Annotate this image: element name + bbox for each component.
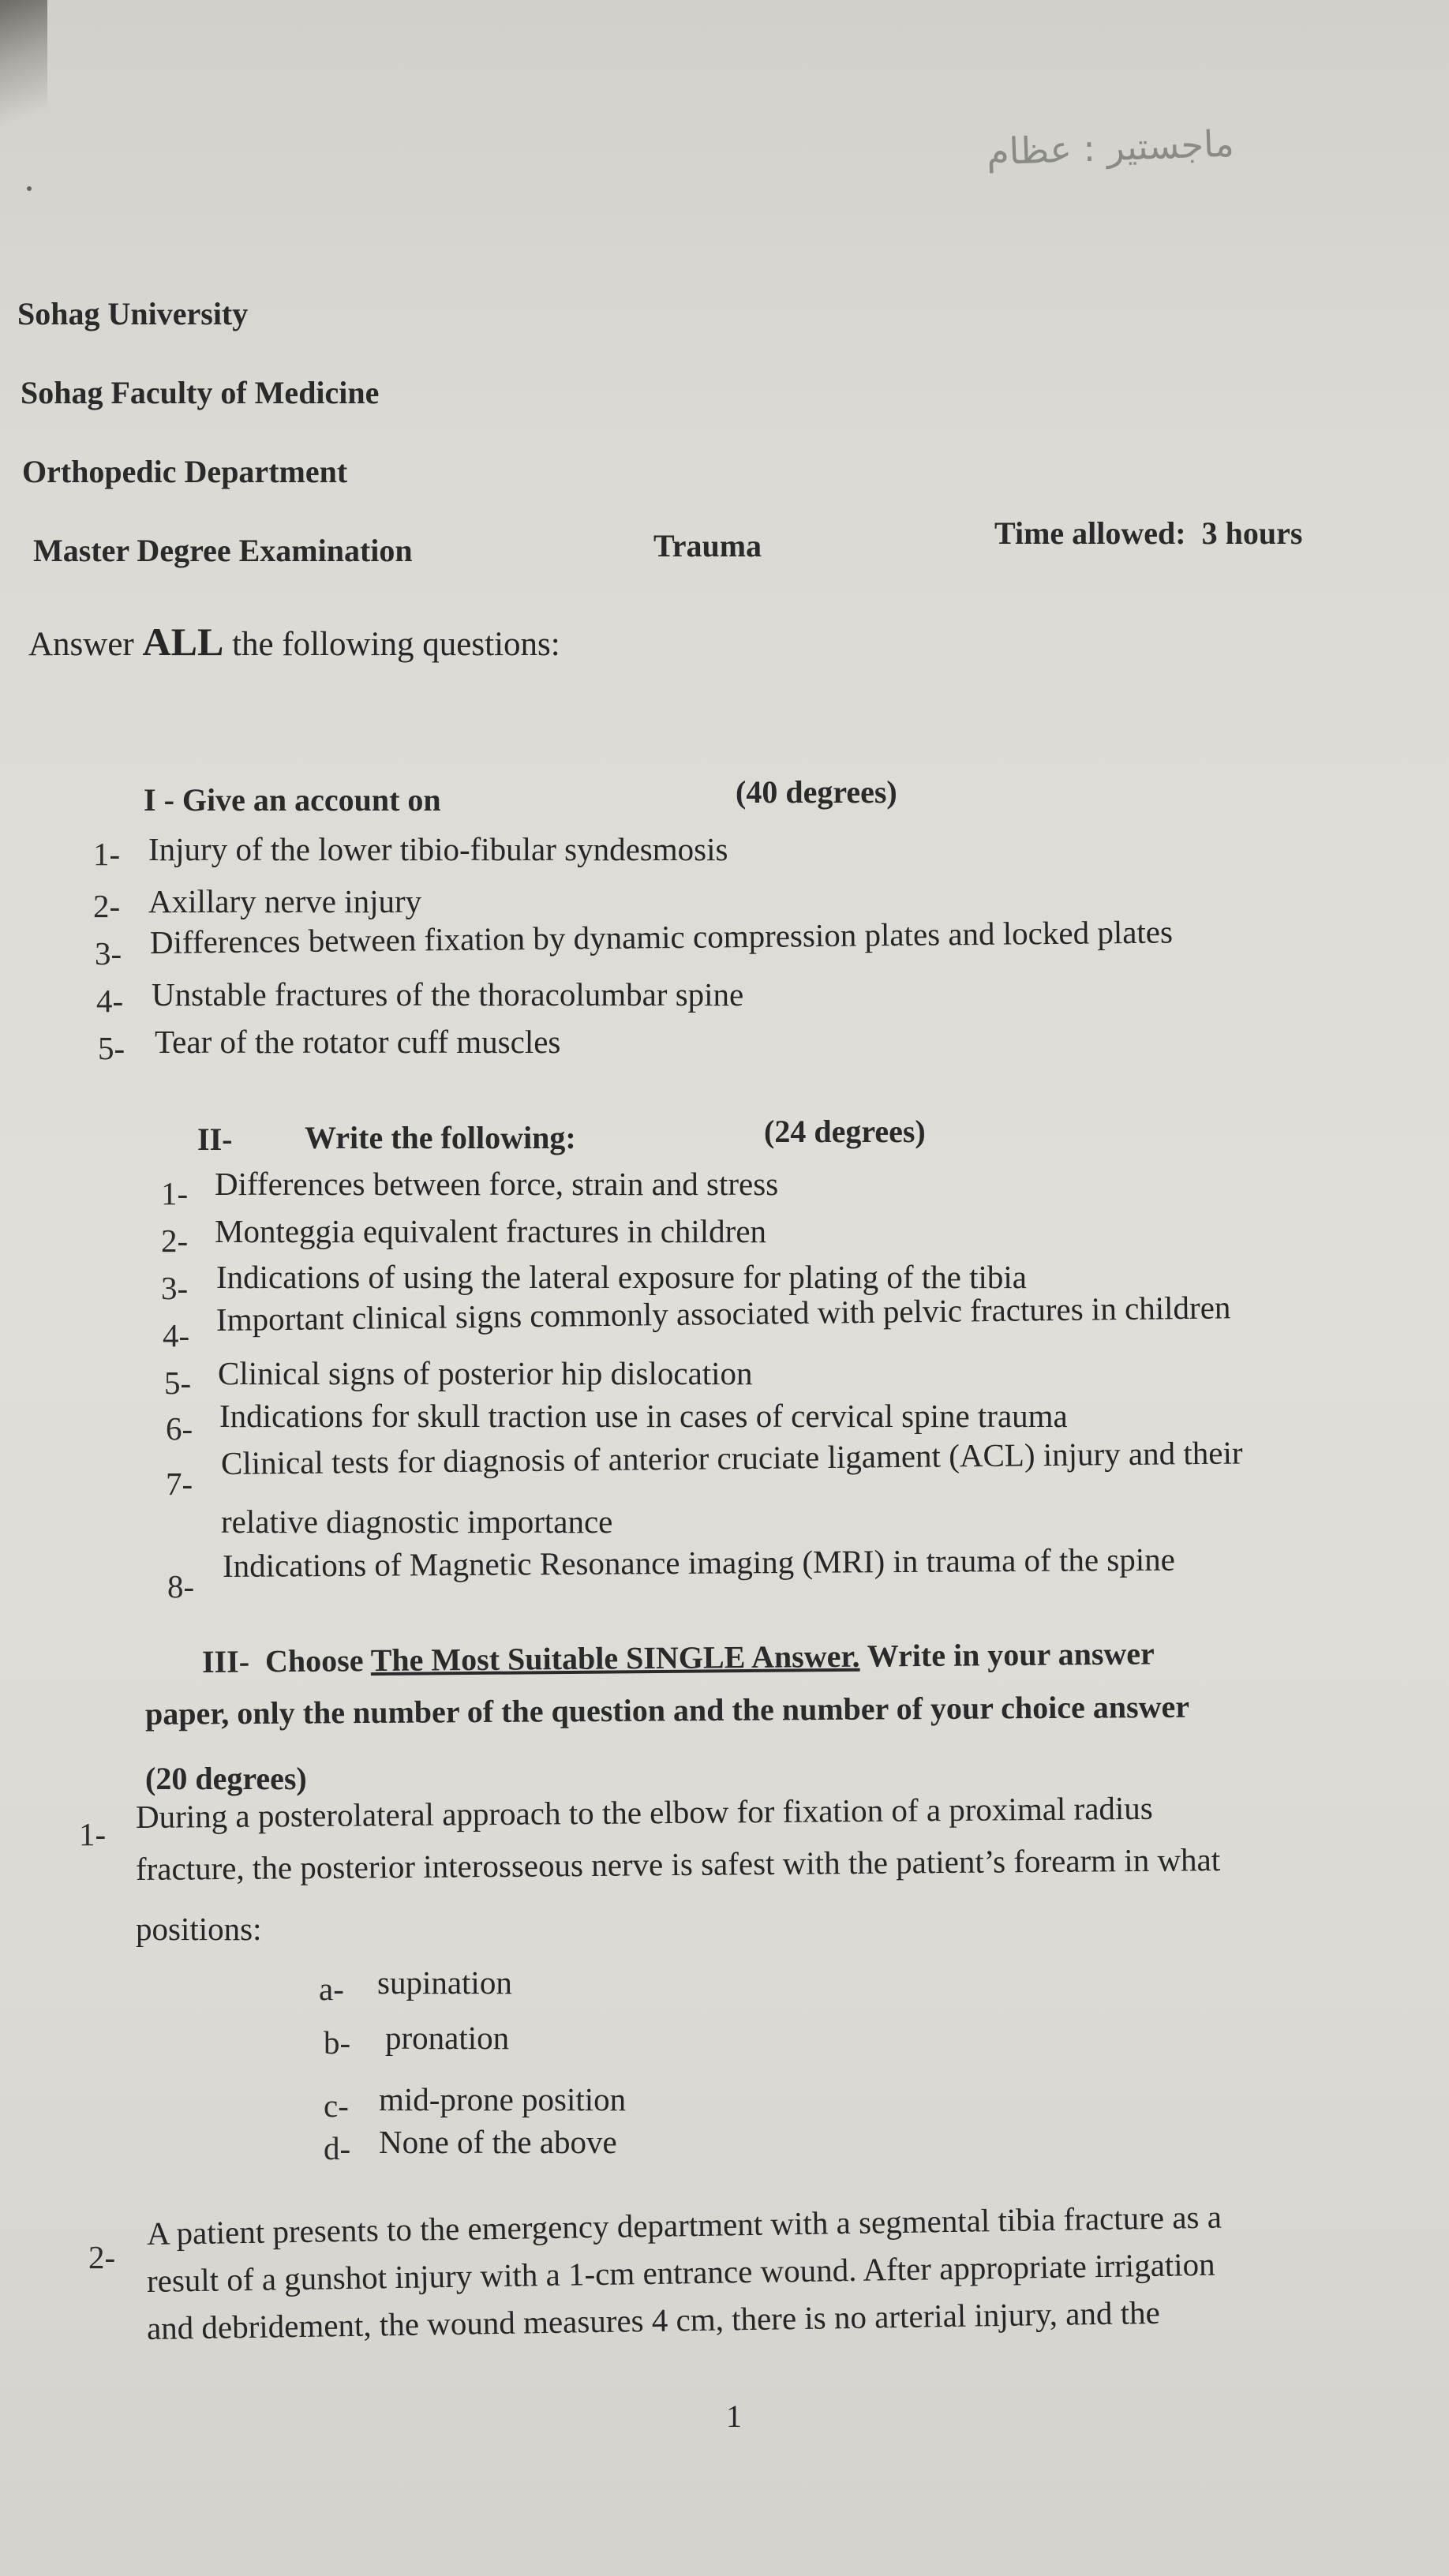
q1-option-a-number: a- [319, 1971, 344, 2007]
s2-item-7-text: Clinical tests for diagnosis of anterior cruciate ligament (ACL) injury and their [220, 1434, 1243, 1481]
page-number: 1 [726, 2398, 742, 2434]
q1-text-line-1: During a posterolateral approach to the elbow for fixation of a proximal radius [135, 1789, 1153, 1835]
instruction [28, 619, 560, 665]
s2-item-8-text: Indications of Magnetic Resonance imaging (MRI) in trauma of the spine [222, 1541, 1176, 1584]
exam-subject: Trauma [653, 528, 762, 564]
instruction-emphasis: ALL [142, 620, 224, 664]
s2-item-1-text: Differences between force, strain and stress [215, 1166, 779, 1202]
q1-text-line-3: positions: [136, 1911, 262, 1947]
section-3-marks: (20 degrees) [145, 1761, 307, 1796]
section-3-title-prefix: III- Choose [201, 1642, 371, 1679]
q1-option-b-number: b- [324, 2024, 351, 2061]
s2-item-6-number: 6- [166, 1410, 193, 1447]
q2-text-line-2: result of a gunshot injury with a 1-cm entrance wound. After appropriate irrigation [146, 2245, 1215, 2299]
time-allowed: Time allowed: 3 hours [994, 515, 1303, 551]
s2-item-2-number: 2- [161, 1222, 189, 1259]
instruction-suffix: the following questions: [223, 626, 560, 663]
exam-title: Master Degree Examination [33, 533, 413, 568]
q1-option-d-number: d- [324, 2130, 351, 2166]
s2-item-1-number: 1- [161, 1175, 189, 1211]
department-name: Orthopedic Department [22, 454, 348, 489]
s2-item-3-number: 3- [161, 1270, 189, 1306]
section-2-marks: (24 degrees) [764, 1114, 926, 1149]
q1-option-a-text: supination [377, 1964, 512, 2001]
instruction-prefix: Answer [28, 626, 143, 663]
s1-item-2-number: 2- [93, 888, 121, 924]
section-1-marks: (40 degrees) [736, 774, 897, 810]
q1-option-c-number: c- [324, 2087, 349, 2124]
section-3-title [202, 1634, 1155, 1680]
s1-item-5-text: Tear of the rotator cuff muscles [155, 1024, 561, 1060]
s1-item-3-number: 3- [95, 935, 122, 972]
faculty-name: Sohag Faculty of Medicine [21, 375, 380, 410]
s2-item-4-text: Important clinical signs commonly associated with pelvic fractures in children [215, 1289, 1231, 1338]
s1-item-3-text: Differences between fixation by dynamic compression plates and locked plates [149, 913, 1174, 960]
section-2-title: Write the following: [305, 1120, 576, 1155]
s2-item-5-number: 5- [164, 1365, 192, 1401]
q1-number: 1- [79, 1816, 107, 1852]
s2-item-3-text: Indications of using the lateral exposure for plating of the tibia [216, 1259, 1027, 1295]
q1-option-b-text: pronation [385, 2020, 510, 2056]
s2-item-7-number: 7- [166, 1466, 193, 1502]
q2-text-line-3: and debridement, the wound measures 4 cm, there is no arterial injury, and the [146, 2293, 1161, 2346]
section-3-title-suffix: Write in your answer [859, 1635, 1155, 1674]
q1-option-d-text: None of the above [379, 2124, 617, 2160]
s2-item-4-number: 4- [163, 1317, 190, 1354]
s1-item-4-text: Unstable fractures of the thoracolumbar spine [152, 976, 744, 1013]
s1-item-1-text: Injury of the lower tibio-fibular syndesmosis [148, 831, 728, 867]
s1-item-4-number: 4- [96, 983, 124, 1019]
q2-text-line-1: A patient presents to the emergency department with a segmental tibia fracture as a [146, 2198, 1222, 2252]
section-2-roman: II- [197, 1121, 233, 1157]
section-3-title-underlined: The Most Suitable SINGLE Answer. [370, 1638, 860, 1679]
university-name: Sohag University [17, 296, 249, 331]
s2-item-8-number: 8- [167, 1568, 195, 1604]
s1-item-2-text: Axillary nerve injury [148, 883, 422, 919]
s2-item-7-continuation: relative diagnostic importance [221, 1503, 613, 1540]
q1-text-line-2: fracture, the posterior interosseous nerve is safest with the patient’s forearm in what [135, 1841, 1221, 1887]
q1-option-c-text: mid-prone position [379, 2081, 627, 2117]
s1-item-1-number: 1- [93, 836, 121, 872]
s2-item-5-text: Clinical signs of posterior hip dislocation [218, 1355, 753, 1391]
section-3-instruction-line-2: paper, only the number of the question and the number of your choice answer [144, 1688, 1190, 1732]
s1-item-5-number: 5- [98, 1030, 125, 1066]
handwritten-note: ماجستير : عظام [986, 122, 1235, 174]
q2-number: 2- [88, 2239, 116, 2275]
s2-item-2-text: Monteggia equivalent fractures in children [215, 1213, 767, 1249]
page-corner-shadow [0, 0, 47, 142]
s2-item-6-text: Indications for skull traction use in cases of cervical spine trauma [219, 1398, 1068, 1434]
speck [27, 186, 32, 191]
section-1-title: I - Give an account on [144, 782, 441, 818]
